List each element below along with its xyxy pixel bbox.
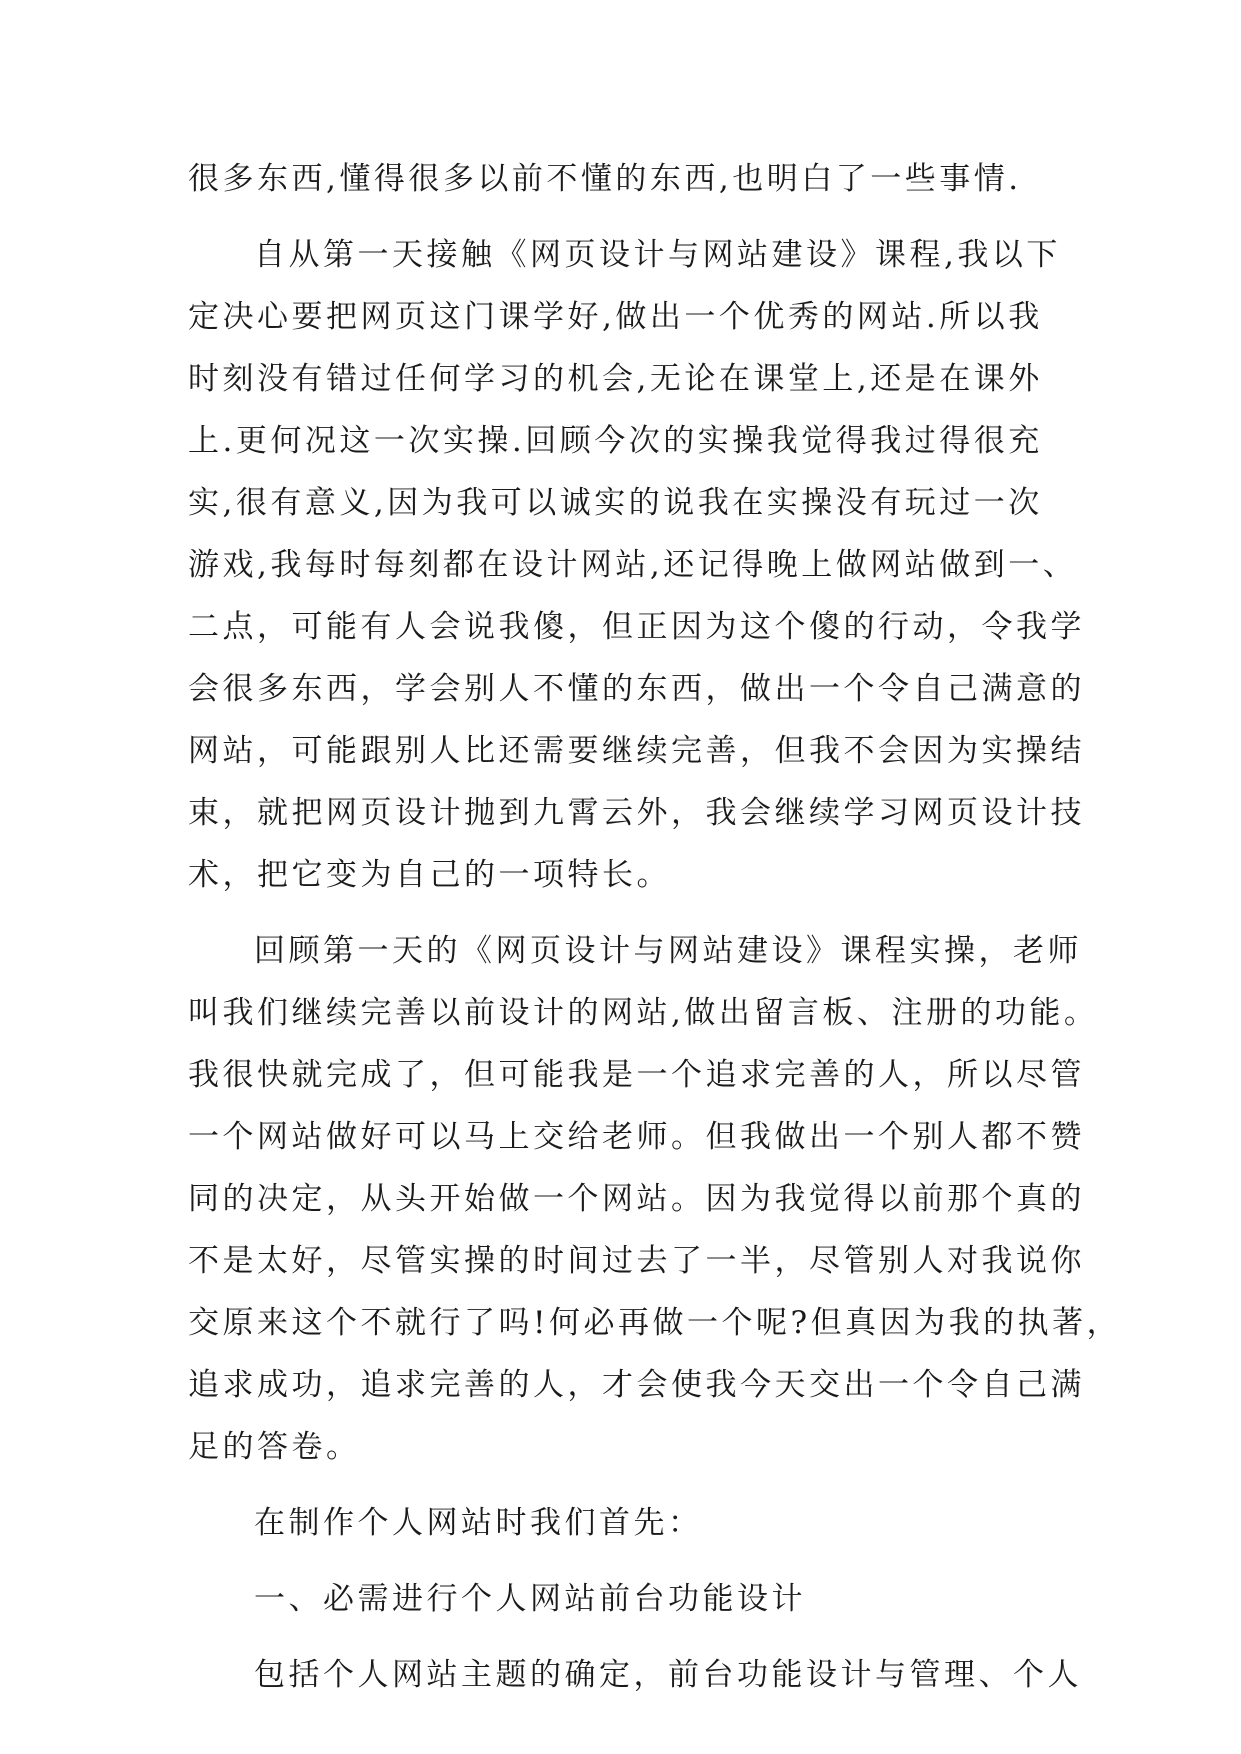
text-line-10: 网站，可能跟别人比还需要继续完善，但我不会因为实操结 bbox=[188, 733, 1085, 769]
text-line-2: 自从第一天接触《网页设计与网站建设》课程,我以下 bbox=[254, 237, 1061, 273]
text-line-3: 定决心要把网页这门课学好,做出一个优秀的网站.所以我 bbox=[188, 299, 1043, 335]
text-line-5: 上.更何况这一次实操.回顾今次的实操我觉得我过得很充 bbox=[188, 423, 1043, 459]
paragraph-gap bbox=[188, 1478, 1068, 1492]
text-line-23: 一、必需进行个人网站前台功能设计 bbox=[254, 1581, 806, 1617]
text-line-15: 我很快就完成了，但可能我是一个追求完善的人，所以尽管 bbox=[188, 1057, 1085, 1093]
paragraph-gap bbox=[188, 1554, 1068, 1568]
text-line-14: 叫我们继续完善以前设计的网站,做出留言板、注册的功能。 bbox=[188, 995, 1099, 1031]
text-line-9: 会很多东西，学会别人不懂的东西，做出一个令自己满意的 bbox=[188, 671, 1085, 707]
paragraph-gap bbox=[188, 210, 1068, 224]
text-line-16: 一个网站做好可以马上交给老师。但我做出一个别人都不赞 bbox=[188, 1119, 1085, 1155]
paragraph-gap bbox=[188, 1630, 1068, 1644]
text-line-11: 束，就把网页设计抛到九霄云外，我会继续学习网页设计技 bbox=[188, 795, 1085, 831]
paragraph-gap bbox=[188, 906, 1068, 920]
text-line-18: 不是太好，尽管实操的时间过去了一半，尽管别人对我说你 bbox=[188, 1243, 1085, 1279]
text-line-12: 术，把它变为自己的一项特长。 bbox=[188, 857, 671, 893]
text-line-4: 时刻没有错过任何学习的机会,无论在课堂上,还是在课外 bbox=[188, 361, 1043, 397]
text-line-1: 很多东西,懂得很多以前不懂的东西,也明白了一些事情. bbox=[188, 161, 1022, 197]
text-line-24: 包括个人网站主题的确定，前台功能设计与管理、个人 bbox=[254, 1657, 1082, 1693]
text-line-21: 足的答卷。 bbox=[188, 1429, 361, 1465]
text-line-20: 追求成功，追求完善的人，才会使我今天交出一个令自己满 bbox=[188, 1367, 1085, 1403]
text-line-8: 二点，可能有人会说我傻，但正因为这个傻的行动，令我学 bbox=[188, 609, 1085, 645]
text-line-22: 在制作个人网站时我们首先： bbox=[254, 1505, 703, 1541]
document-body bbox=[188, 148, 1122, 1706]
text-line-13: 回顾第一天的《网页设计与网站建设》课程实操，老师 bbox=[254, 933, 1082, 969]
text-line-19: 交原来这个不就行了吗!何必再做一个呢?但真因为我的执著， bbox=[188, 1305, 1122, 1341]
text-line-17: 同的决定，从头开始做一个网站。因为我觉得以前那个真的 bbox=[188, 1181, 1085, 1217]
text-line-7: 游戏,我每时每刻都在设计网站,还记得晚上做网站做到一、 bbox=[188, 547, 1078, 583]
text-line-6: 实,很有意义,因为我可以诚实的说我在实操没有玩过一次 bbox=[188, 485, 1043, 521]
